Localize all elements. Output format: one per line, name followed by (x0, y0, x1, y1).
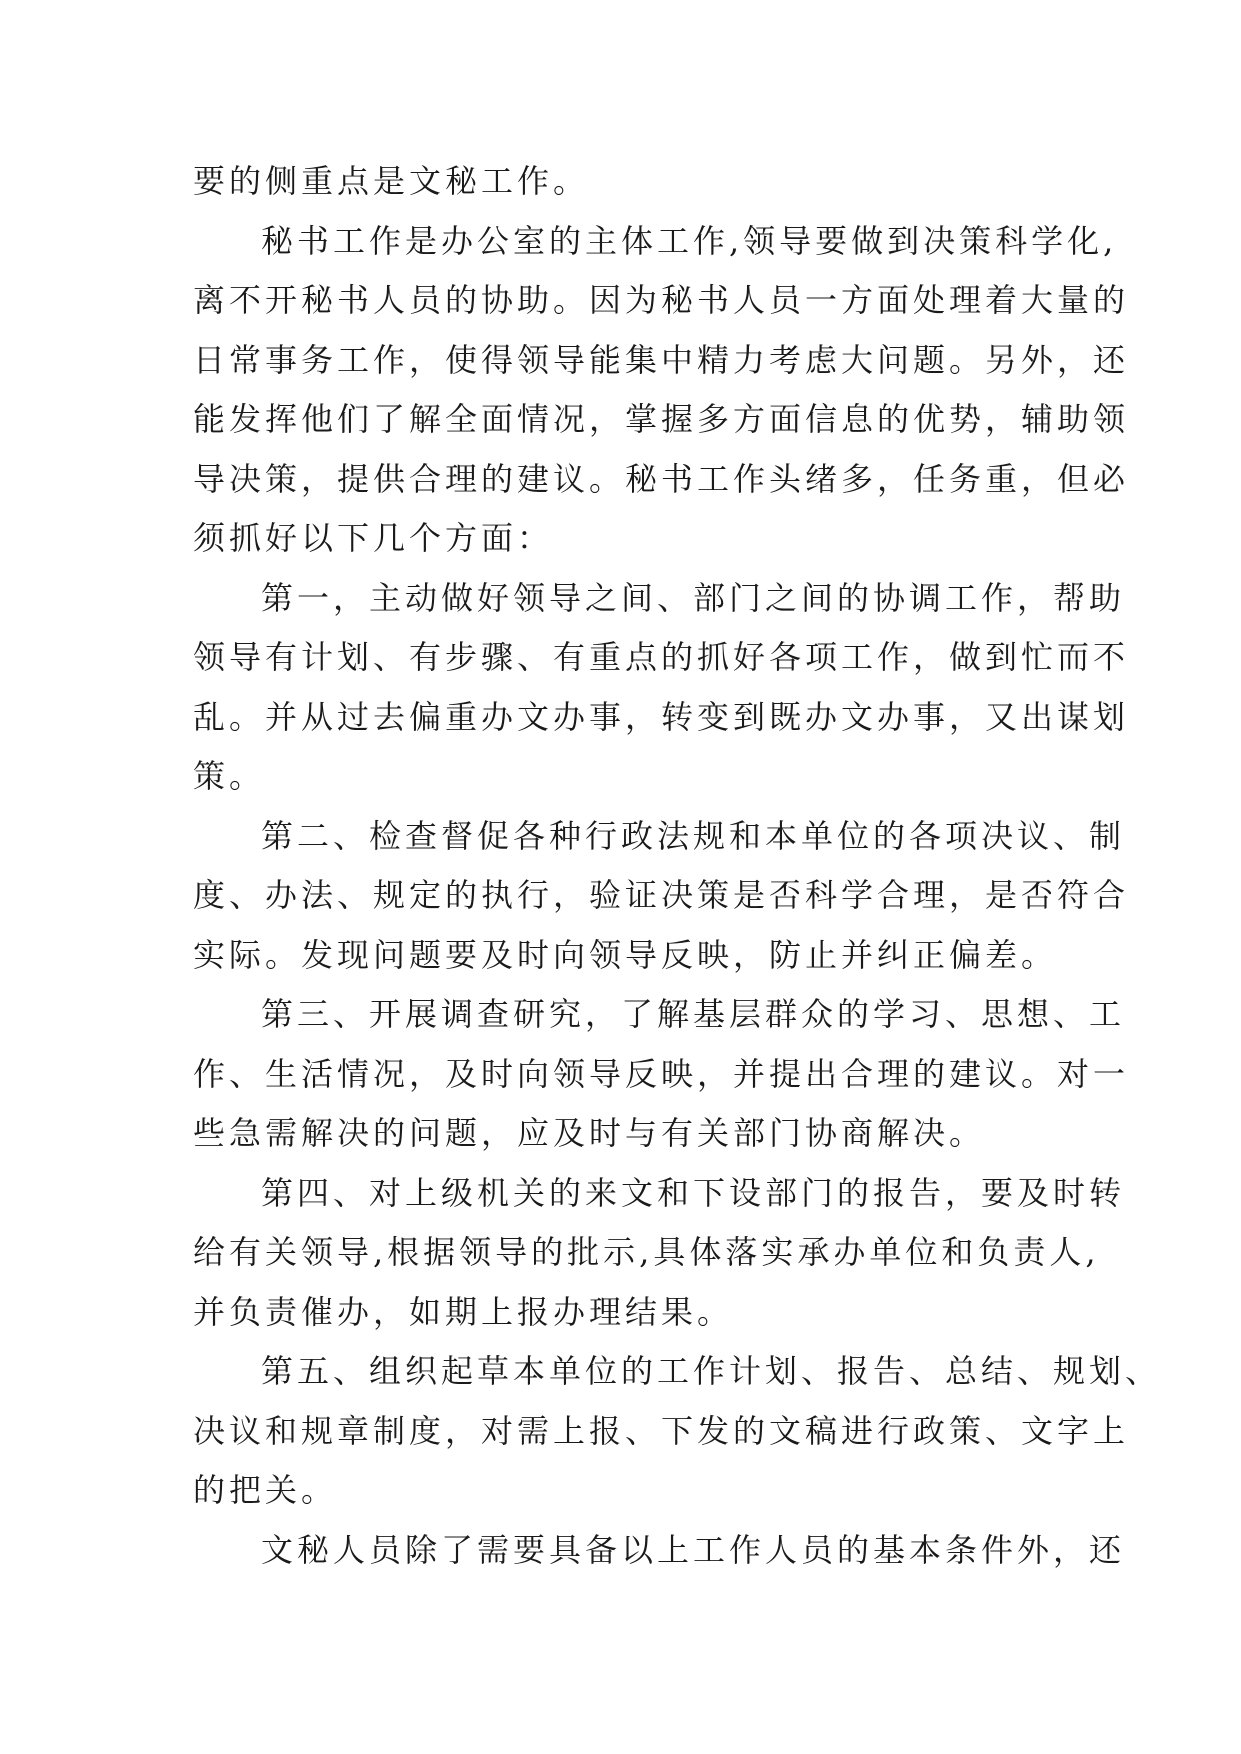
text-line: 要的侧重点是文秘工作。 (193, 162, 590, 200)
paragraph-first-line: 第二、检查督促各种行政法规和本单位的各项决议、制 (261, 816, 1126, 855)
text-line: 决议和规章制度，对需上报、下发的文稿进行政策、文字上 (193, 1411, 1130, 1450)
text-line: 离不开秘书人员的协助。因为秘书人员一方面处理着大量的 (193, 281, 1130, 319)
text-line: 策。 (193, 757, 266, 795)
text-line: 作、生活情况，及时向领导反映，并提出合理的建议。对一 (193, 1054, 1130, 1093)
text-line: 给有关领导,根据领导的批示,具体落实承办单位和负责人, (193, 1233, 1100, 1271)
text-line: 些急需解决的问题，应及时与有关部门协商解决。 (193, 1114, 986, 1152)
paragraph-first-line: 文秘人员除了需要具备以上工作人员的基本条件外，还 (261, 1530, 1126, 1569)
text-line: 领导有计划、有步骤、有重点的抓好各项工作，做到忙而不 (193, 638, 1130, 676)
text-line: 能发挥他们了解全面情况，掌握多方面信息的优势，辅助领 (193, 400, 1130, 438)
text-line: 并负责催办，如期上报办理结果。 (193, 1292, 734, 1331)
text-line: 乱。并从过去偏重办文办事，转变到既办文办事，又出谋划 (193, 697, 1130, 736)
paragraph-first-line: 第五、组织起草本单位的工作计划、报告、总结、规划、 (261, 1352, 1162, 1390)
text-line: 的把关。 (193, 1471, 338, 1509)
paragraph-first-line: 第四、对上级机关的来文和下设部门的报告，要及时转 (261, 1173, 1126, 1212)
text-line: 日常事务工作，使得领导能集中精力考虑大问题。另外，还 (193, 340, 1130, 379)
paragraph-first-line: 秘书工作是办公室的主体工作,领导要做到决策科学化, (261, 221, 1118, 260)
text-line: 须抓好以下几个方面： (193, 519, 554, 557)
text-line: 度、办法、规定的执行，验证决策是否科学合理，是否符合 (193, 876, 1130, 914)
document-body (193, 152, 1162, 1580)
text-line: 实际。发现问题要及时向领导反映，防止并纠正偏差。 (193, 935, 1058, 974)
paragraph-first-line: 第一，主动做好领导之间、部门之间的协调工作，帮助 (261, 578, 1126, 617)
text-line: 导决策，提供合理的建议。秘书工作头绪多，任务重，但必 (193, 459, 1130, 498)
paragraph-first-line: 第三、开展调查研究，了解基层群众的学习、思想、工 (261, 995, 1126, 1033)
